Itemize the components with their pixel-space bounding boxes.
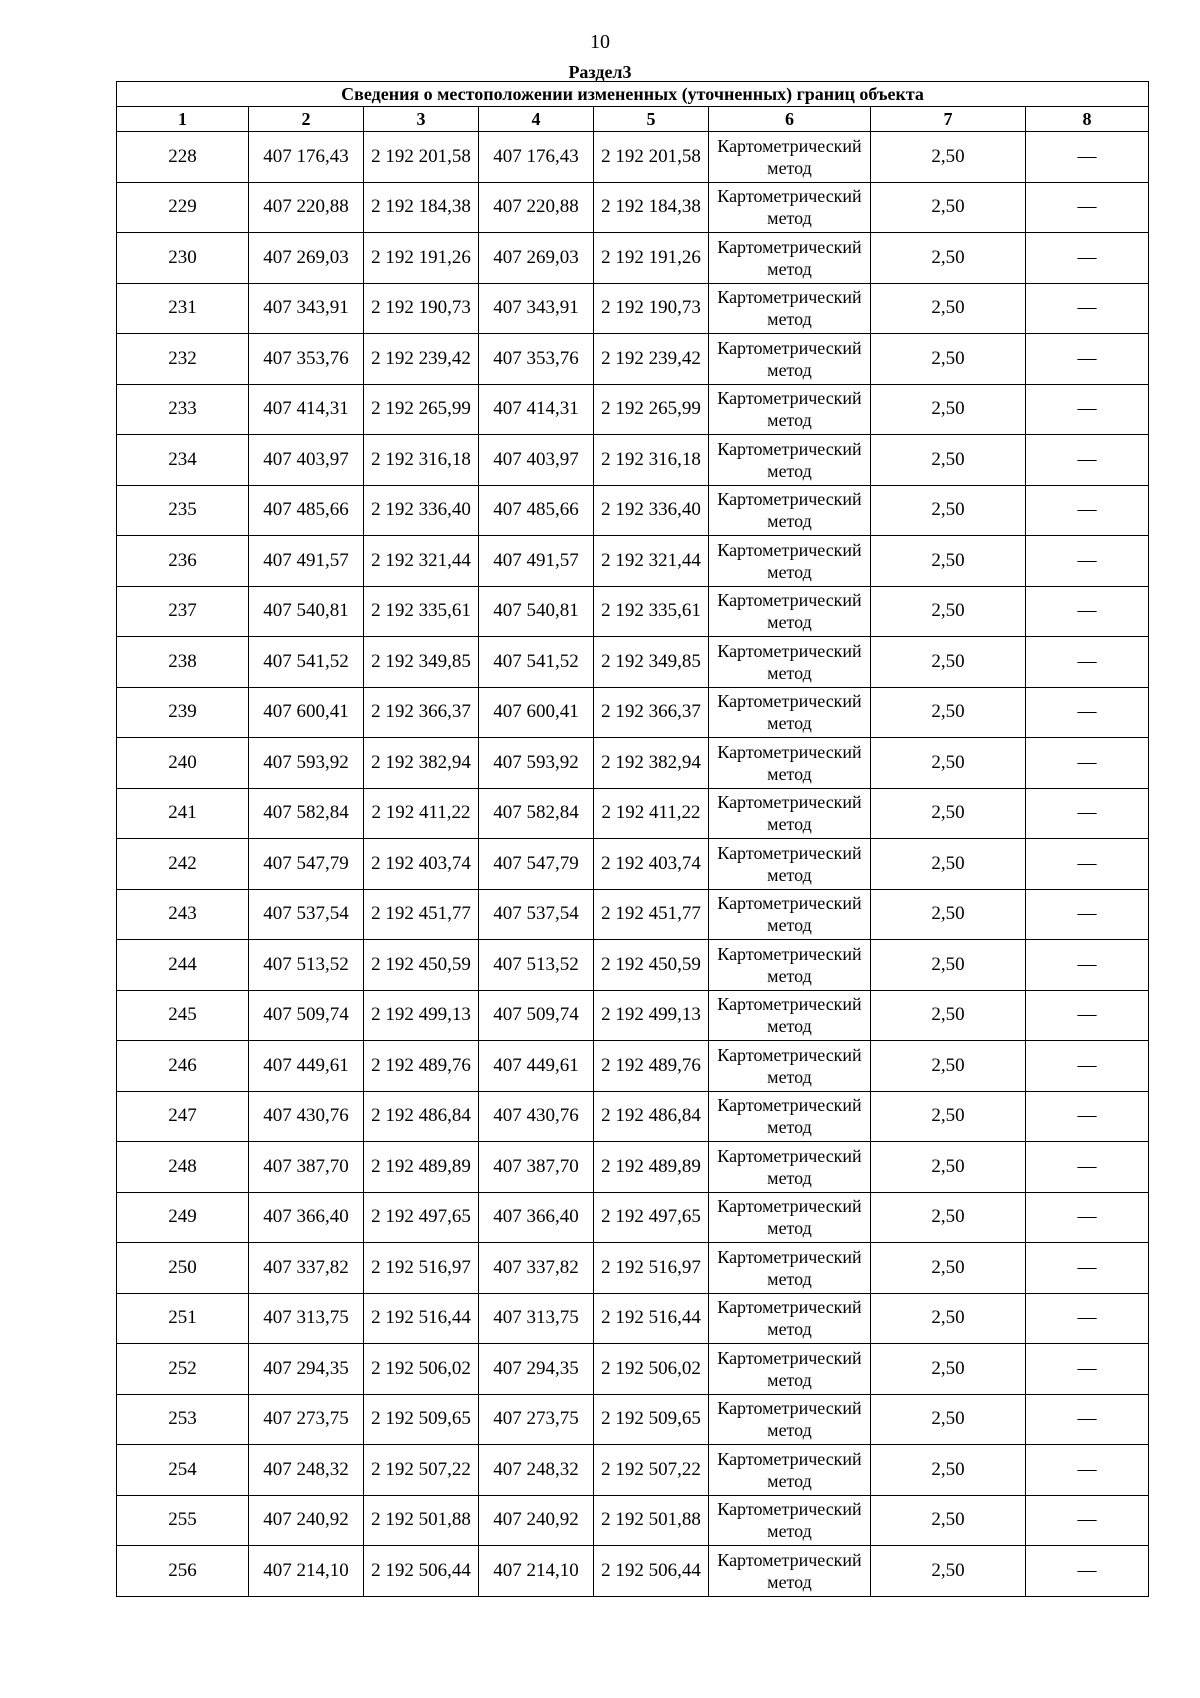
cell-description: — bbox=[1026, 586, 1149, 637]
cell-description: — bbox=[1026, 1293, 1149, 1344]
cell-x-old: 407 343,91 bbox=[249, 283, 364, 334]
cell-method: Картометрический метод bbox=[709, 1445, 871, 1496]
cell-description: — bbox=[1026, 687, 1149, 738]
cell-description: — bbox=[1026, 738, 1149, 789]
cell-y-old: 2 192 382,94 bbox=[364, 738, 479, 789]
cell-method: Картометрический метод bbox=[709, 738, 871, 789]
cell-precision: 2,50 bbox=[871, 485, 1026, 536]
cell-y-old: 2 192 489,89 bbox=[364, 1142, 479, 1193]
cell-method: Картометрический метод bbox=[709, 788, 871, 839]
cell-method: Картометрический метод bbox=[709, 1394, 871, 1445]
cell-precision: 2,50 bbox=[871, 1546, 1026, 1597]
table-row bbox=[117, 586, 1149, 637]
cell-x-new: 407 313,75 bbox=[479, 1293, 594, 1344]
cell-x-new: 407 269,03 bbox=[479, 233, 594, 284]
cell-x-new: 407 537,54 bbox=[479, 889, 594, 940]
cell-point-number: 245 bbox=[117, 990, 249, 1041]
table-row bbox=[117, 1546, 1149, 1597]
table-row bbox=[117, 1091, 1149, 1142]
table-row bbox=[117, 384, 1149, 435]
cell-y-old: 2 192 516,44 bbox=[364, 1293, 479, 1344]
cell-x-old: 407 294,35 bbox=[249, 1344, 364, 1395]
cell-x-old: 407 248,32 bbox=[249, 1445, 364, 1496]
cell-y-new: 2 192 201,58 bbox=[594, 132, 709, 183]
cell-description: — bbox=[1026, 788, 1149, 839]
cell-x-old: 407 513,52 bbox=[249, 940, 364, 991]
cell-description: — bbox=[1026, 1041, 1149, 1092]
cell-y-old: 2 192 509,65 bbox=[364, 1394, 479, 1445]
cell-y-new: 2 192 489,89 bbox=[594, 1142, 709, 1193]
cell-point-number: 244 bbox=[117, 940, 249, 991]
cell-x-old: 407 593,92 bbox=[249, 738, 364, 789]
cell-precision: 2,50 bbox=[871, 384, 1026, 435]
column-number: 2 bbox=[249, 107, 364, 132]
cell-y-old: 2 192 506,02 bbox=[364, 1344, 479, 1395]
cell-y-new: 2 192 506,44 bbox=[594, 1546, 709, 1597]
cell-x-old: 407 269,03 bbox=[249, 233, 364, 284]
cell-point-number: 233 bbox=[117, 384, 249, 435]
cell-x-old: 407 214,10 bbox=[249, 1546, 364, 1597]
cell-x-old: 407 485,66 bbox=[249, 485, 364, 536]
cell-x-old: 407 600,41 bbox=[249, 687, 364, 738]
cell-method: Картометрический метод bbox=[709, 132, 871, 183]
cell-y-new: 2 192 184,38 bbox=[594, 182, 709, 233]
cell-method: Картометрический метод bbox=[709, 586, 871, 637]
cell-y-old: 2 192 499,13 bbox=[364, 990, 479, 1041]
cell-point-number: 253 bbox=[117, 1394, 249, 1445]
cell-precision: 2,50 bbox=[871, 1041, 1026, 1092]
cell-point-number: 249 bbox=[117, 1192, 249, 1243]
cell-precision: 2,50 bbox=[871, 788, 1026, 839]
cell-precision: 2,50 bbox=[871, 132, 1026, 183]
cell-y-new: 2 192 411,22 bbox=[594, 788, 709, 839]
cell-y-old: 2 192 366,37 bbox=[364, 687, 479, 738]
cell-point-number: 241 bbox=[117, 788, 249, 839]
table-row bbox=[117, 839, 1149, 890]
table-body bbox=[117, 132, 1149, 1597]
cell-y-new: 2 192 335,61 bbox=[594, 586, 709, 637]
cell-y-new: 2 192 316,18 bbox=[594, 435, 709, 486]
cell-point-number: 230 bbox=[117, 233, 249, 284]
cell-method: Картометрический метод bbox=[709, 334, 871, 385]
cell-description: — bbox=[1026, 1495, 1149, 1546]
table-row bbox=[117, 334, 1149, 385]
cell-x-new: 407 600,41 bbox=[479, 687, 594, 738]
cell-point-number: 256 bbox=[117, 1546, 249, 1597]
coordinates-table bbox=[116, 81, 1149, 1597]
cell-precision: 2,50 bbox=[871, 687, 1026, 738]
column-number-row bbox=[117, 107, 1149, 132]
cell-method: Картометрический метод bbox=[709, 687, 871, 738]
table-title-row bbox=[117, 82, 1149, 107]
cell-method: Картометрический метод bbox=[709, 384, 871, 435]
table-row bbox=[117, 1344, 1149, 1395]
cell-y-new: 2 192 265,99 bbox=[594, 384, 709, 435]
cell-y-new: 2 192 450,59 bbox=[594, 940, 709, 991]
cell-precision: 2,50 bbox=[871, 1445, 1026, 1496]
cell-y-new: 2 192 403,74 bbox=[594, 839, 709, 890]
table-row bbox=[117, 1445, 1149, 1496]
cell-point-number: 250 bbox=[117, 1243, 249, 1294]
cell-x-old: 407 537,54 bbox=[249, 889, 364, 940]
cell-precision: 2,50 bbox=[871, 738, 1026, 789]
cell-precision: 2,50 bbox=[871, 435, 1026, 486]
cell-y-old: 2 192 184,38 bbox=[364, 182, 479, 233]
cell-method: Картометрический метод bbox=[709, 283, 871, 334]
table-row bbox=[117, 435, 1149, 486]
cell-x-old: 407 414,31 bbox=[249, 384, 364, 435]
cell-precision: 2,50 bbox=[871, 182, 1026, 233]
cell-x-old: 407 547,79 bbox=[249, 839, 364, 890]
cell-precision: 2,50 bbox=[871, 1394, 1026, 1445]
cell-point-number: 237 bbox=[117, 586, 249, 637]
cell-method: Картометрический метод bbox=[709, 233, 871, 284]
cell-precision: 2,50 bbox=[871, 1243, 1026, 1294]
cell-y-new: 2 192 382,94 bbox=[594, 738, 709, 789]
cell-point-number: 251 bbox=[117, 1293, 249, 1344]
column-number: 5 bbox=[594, 107, 709, 132]
cell-x-old: 407 491,57 bbox=[249, 536, 364, 587]
cell-point-number: 235 bbox=[117, 485, 249, 536]
cell-y-old: 2 192 507,22 bbox=[364, 1445, 479, 1496]
cell-x-old: 407 403,97 bbox=[249, 435, 364, 486]
cell-precision: 2,50 bbox=[871, 334, 1026, 385]
cell-description: — bbox=[1026, 132, 1149, 183]
cell-point-number: 252 bbox=[117, 1344, 249, 1395]
table-row bbox=[117, 1192, 1149, 1243]
cell-description: — bbox=[1026, 889, 1149, 940]
cell-description: — bbox=[1026, 1394, 1149, 1445]
cell-x-old: 407 273,75 bbox=[249, 1394, 364, 1445]
cell-y-old: 2 192 349,85 bbox=[364, 637, 479, 688]
cell-point-number: 242 bbox=[117, 839, 249, 890]
cell-y-new: 2 192 516,44 bbox=[594, 1293, 709, 1344]
page-number: 10 bbox=[590, 31, 610, 53]
cell-precision: 2,50 bbox=[871, 1344, 1026, 1395]
cell-method: Картометрический метод bbox=[709, 839, 871, 890]
cell-description: — bbox=[1026, 283, 1149, 334]
cell-precision: 2,50 bbox=[871, 637, 1026, 688]
cell-x-old: 407 449,61 bbox=[249, 1041, 364, 1092]
cell-point-number: 246 bbox=[117, 1041, 249, 1092]
table-row bbox=[117, 687, 1149, 738]
cell-y-new: 2 192 190,73 bbox=[594, 283, 709, 334]
cell-y-old: 2 192 190,73 bbox=[364, 283, 479, 334]
cell-method: Картометрический метод bbox=[709, 990, 871, 1041]
cell-description: — bbox=[1026, 1344, 1149, 1395]
cell-x-old: 407 540,81 bbox=[249, 586, 364, 637]
cell-x-new: 407 294,35 bbox=[479, 1344, 594, 1395]
cell-point-number: 239 bbox=[117, 687, 249, 738]
cell-description: — bbox=[1026, 1142, 1149, 1193]
cell-x-old: 407 430,76 bbox=[249, 1091, 364, 1142]
cell-y-new: 2 192 509,65 bbox=[594, 1394, 709, 1445]
cell-y-new: 2 192 349,85 bbox=[594, 637, 709, 688]
cell-point-number: 238 bbox=[117, 637, 249, 688]
table-row bbox=[117, 637, 1149, 688]
cell-x-new: 407 593,92 bbox=[479, 738, 594, 789]
column-number: 3 bbox=[364, 107, 479, 132]
cell-x-new: 407 240,92 bbox=[479, 1495, 594, 1546]
cell-method: Картометрический метод bbox=[709, 940, 871, 991]
table-row bbox=[117, 788, 1149, 839]
cell-x-old: 407 353,76 bbox=[249, 334, 364, 385]
cell-y-old: 2 192 336,40 bbox=[364, 485, 479, 536]
table-row bbox=[117, 1293, 1149, 1344]
cell-method: Картометрический метод bbox=[709, 1142, 871, 1193]
cell-point-number: 254 bbox=[117, 1445, 249, 1496]
cell-y-old: 2 192 489,76 bbox=[364, 1041, 479, 1092]
cell-x-new: 407 430,76 bbox=[479, 1091, 594, 1142]
table-row bbox=[117, 1495, 1149, 1546]
cell-y-old: 2 192 321,44 bbox=[364, 536, 479, 587]
cell-y-old: 2 192 450,59 bbox=[364, 940, 479, 991]
cell-description: — bbox=[1026, 990, 1149, 1041]
section-heading: Раздел3 bbox=[568, 62, 632, 82]
cell-precision: 2,50 bbox=[871, 1293, 1026, 1344]
table-row bbox=[117, 1243, 1149, 1294]
cell-method: Картометрический метод bbox=[709, 889, 871, 940]
cell-x-new: 407 547,79 bbox=[479, 839, 594, 890]
cell-description: — bbox=[1026, 435, 1149, 486]
cell-y-old: 2 192 486,84 bbox=[364, 1091, 479, 1142]
cell-precision: 2,50 bbox=[871, 1142, 1026, 1193]
cell-description: — bbox=[1026, 334, 1149, 385]
cell-method: Картометрический метод bbox=[709, 1344, 871, 1395]
cell-point-number: 229 bbox=[117, 182, 249, 233]
column-number: 7 bbox=[871, 107, 1026, 132]
cell-precision: 2,50 bbox=[871, 990, 1026, 1041]
cell-point-number: 232 bbox=[117, 334, 249, 385]
cell-x-new: 407 509,74 bbox=[479, 990, 594, 1041]
cell-method: Картометрический метод bbox=[709, 536, 871, 587]
cell-precision: 2,50 bbox=[871, 1495, 1026, 1546]
cell-description: — bbox=[1026, 940, 1149, 991]
cell-x-new: 407 214,10 bbox=[479, 1546, 594, 1597]
cell-x-new: 407 273,75 bbox=[479, 1394, 594, 1445]
cell-x-old: 407 366,40 bbox=[249, 1192, 364, 1243]
cell-x-new: 407 449,61 bbox=[479, 1041, 594, 1092]
cell-method: Картометрический метод bbox=[709, 1546, 871, 1597]
cell-y-old: 2 192 335,61 bbox=[364, 586, 479, 637]
cell-description: — bbox=[1026, 1243, 1149, 1294]
cell-method: Картометрический метод bbox=[709, 1041, 871, 1092]
cell-y-new: 2 192 191,26 bbox=[594, 233, 709, 284]
cell-x-new: 407 513,52 bbox=[479, 940, 594, 991]
cell-x-old: 407 176,43 bbox=[249, 132, 364, 183]
table-row bbox=[117, 233, 1149, 284]
cell-x-old: 407 220,88 bbox=[249, 182, 364, 233]
cell-method: Картометрический метод bbox=[709, 1091, 871, 1142]
cell-description: — bbox=[1026, 1091, 1149, 1142]
table-row bbox=[117, 738, 1149, 789]
cell-x-new: 407 343,91 bbox=[479, 283, 594, 334]
cell-description: — bbox=[1026, 485, 1149, 536]
cell-x-old: 407 313,75 bbox=[249, 1293, 364, 1344]
cell-method: Картометрический метод bbox=[709, 182, 871, 233]
cell-description: — bbox=[1026, 1546, 1149, 1597]
cell-x-new: 407 353,76 bbox=[479, 334, 594, 385]
cell-x-old: 407 387,70 bbox=[249, 1142, 364, 1193]
cell-precision: 2,50 bbox=[871, 536, 1026, 587]
table-title: Сведения о местоположении измененных (уточненных) границ объекта bbox=[117, 82, 1149, 107]
table-row bbox=[117, 283, 1149, 334]
cell-x-old: 407 509,74 bbox=[249, 990, 364, 1041]
cell-y-old: 2 192 497,65 bbox=[364, 1192, 479, 1243]
cell-precision: 2,50 bbox=[871, 1091, 1026, 1142]
table-row bbox=[117, 485, 1149, 536]
cell-x-new: 407 491,57 bbox=[479, 536, 594, 587]
cell-y-new: 2 192 366,37 bbox=[594, 687, 709, 738]
cell-point-number: 240 bbox=[117, 738, 249, 789]
cell-description: — bbox=[1026, 1192, 1149, 1243]
table-row bbox=[117, 1142, 1149, 1193]
cell-y-new: 2 192 451,77 bbox=[594, 889, 709, 940]
cell-y-new: 2 192 336,40 bbox=[594, 485, 709, 536]
cell-y-old: 2 192 506,44 bbox=[364, 1546, 479, 1597]
cell-method: Картометрический метод bbox=[709, 1243, 871, 1294]
cell-x-new: 407 220,88 bbox=[479, 182, 594, 233]
cell-y-new: 2 192 489,76 bbox=[594, 1041, 709, 1092]
cell-point-number: 228 bbox=[117, 132, 249, 183]
table-row bbox=[117, 940, 1149, 991]
cell-x-new: 407 366,40 bbox=[479, 1192, 594, 1243]
cell-point-number: 255 bbox=[117, 1495, 249, 1546]
cell-y-old: 2 192 316,18 bbox=[364, 435, 479, 486]
cell-point-number: 248 bbox=[117, 1142, 249, 1193]
cell-y-old: 2 192 516,97 bbox=[364, 1243, 479, 1294]
cell-method: Картометрический метод bbox=[709, 1495, 871, 1546]
cell-y-old: 2 192 191,26 bbox=[364, 233, 479, 284]
cell-point-number: 247 bbox=[117, 1091, 249, 1142]
cell-y-new: 2 192 499,13 bbox=[594, 990, 709, 1041]
table-row bbox=[117, 182, 1149, 233]
cell-precision: 2,50 bbox=[871, 1192, 1026, 1243]
cell-description: — bbox=[1026, 839, 1149, 890]
cell-precision: 2,50 bbox=[871, 586, 1026, 637]
cell-y-old: 2 192 451,77 bbox=[364, 889, 479, 940]
table-row bbox=[117, 536, 1149, 587]
table-row bbox=[117, 1041, 1149, 1092]
cell-y-old: 2 192 265,99 bbox=[364, 384, 479, 435]
cell-x-new: 407 387,70 bbox=[479, 1142, 594, 1193]
column-number: 8 bbox=[1026, 107, 1149, 132]
cell-description: — bbox=[1026, 536, 1149, 587]
cell-method: Картометрический метод bbox=[709, 1293, 871, 1344]
cell-y-new: 2 192 501,88 bbox=[594, 1495, 709, 1546]
table-row bbox=[117, 889, 1149, 940]
cell-y-new: 2 192 507,22 bbox=[594, 1445, 709, 1496]
cell-x-new: 407 582,84 bbox=[479, 788, 594, 839]
cell-x-old: 407 541,52 bbox=[249, 637, 364, 688]
cell-x-new: 407 337,82 bbox=[479, 1243, 594, 1294]
column-number: 1 bbox=[117, 107, 249, 132]
cell-x-old: 407 337,82 bbox=[249, 1243, 364, 1294]
cell-point-number: 234 bbox=[117, 435, 249, 486]
cell-precision: 2,50 bbox=[871, 283, 1026, 334]
cell-method: Картометрический метод bbox=[709, 1192, 871, 1243]
cell-precision: 2,50 bbox=[871, 839, 1026, 890]
cell-x-new: 407 540,81 bbox=[479, 586, 594, 637]
cell-y-new: 2 192 516,97 bbox=[594, 1243, 709, 1294]
cell-precision: 2,50 bbox=[871, 889, 1026, 940]
cell-x-new: 407 485,66 bbox=[479, 485, 594, 536]
cell-description: — bbox=[1026, 637, 1149, 688]
cell-precision: 2,50 bbox=[871, 940, 1026, 991]
cell-x-new: 407 403,97 bbox=[479, 435, 594, 486]
cell-description: — bbox=[1026, 233, 1149, 284]
cell-x-new: 407 176,43 bbox=[479, 132, 594, 183]
cell-x-new: 407 414,31 bbox=[479, 384, 594, 435]
table-row bbox=[117, 990, 1149, 1041]
cell-y-new: 2 192 239,42 bbox=[594, 334, 709, 385]
cell-point-number: 236 bbox=[117, 536, 249, 587]
table-row bbox=[117, 1394, 1149, 1445]
cell-description: — bbox=[1026, 182, 1149, 233]
cell-y-old: 2 192 403,74 bbox=[364, 839, 479, 890]
cell-y-new: 2 192 321,44 bbox=[594, 536, 709, 587]
cell-point-number: 231 bbox=[117, 283, 249, 334]
table-row bbox=[117, 132, 1149, 183]
cell-y-old: 2 192 411,22 bbox=[364, 788, 479, 839]
cell-x-new: 407 248,32 bbox=[479, 1445, 594, 1496]
cell-precision: 2,50 bbox=[871, 233, 1026, 284]
cell-y-new: 2 192 486,84 bbox=[594, 1091, 709, 1142]
cell-method: Картометрический метод bbox=[709, 485, 871, 536]
cell-description: — bbox=[1026, 1445, 1149, 1496]
column-number: 6 bbox=[709, 107, 871, 132]
cell-method: Картометрический метод bbox=[709, 435, 871, 486]
cell-x-new: 407 541,52 bbox=[479, 637, 594, 688]
cell-point-number: 243 bbox=[117, 889, 249, 940]
column-number: 4 bbox=[479, 107, 594, 132]
cell-y-new: 2 192 506,02 bbox=[594, 1344, 709, 1395]
cell-y-old: 2 192 501,88 bbox=[364, 1495, 479, 1546]
cell-x-old: 407 582,84 bbox=[249, 788, 364, 839]
cell-description: — bbox=[1026, 384, 1149, 435]
cell-y-old: 2 192 201,58 bbox=[364, 132, 479, 183]
cell-y-old: 2 192 239,42 bbox=[364, 334, 479, 385]
cell-x-old: 407 240,92 bbox=[249, 1495, 364, 1546]
cell-method: Картометрический метод bbox=[709, 637, 871, 688]
cell-y-new: 2 192 497,65 bbox=[594, 1192, 709, 1243]
